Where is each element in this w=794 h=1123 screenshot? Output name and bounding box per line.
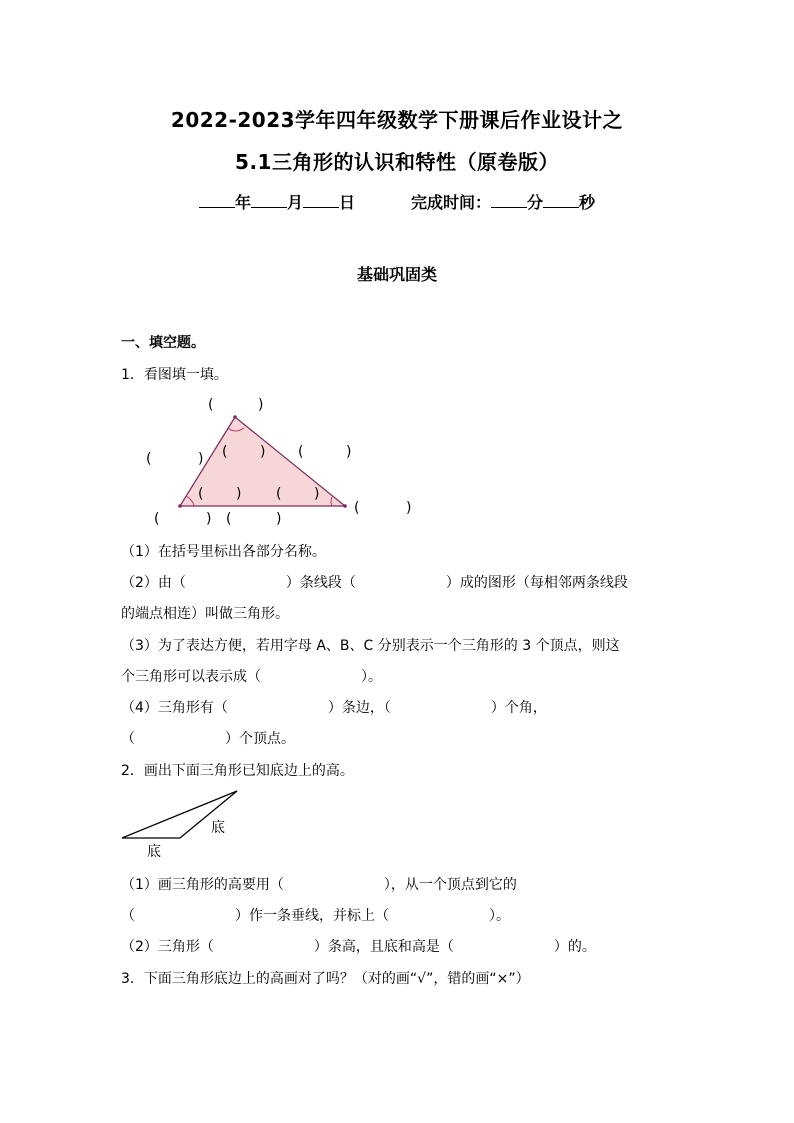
month-label: 月	[286, 193, 303, 212]
minute-label: 分	[527, 193, 544, 212]
q2-sub2: （2）三角形（ ）条高，且底和高是（ ）的。	[121, 939, 596, 955]
q1-sub2-line1: （2）由（ ）条线段（ ）成的图形（每相邻两条线段	[121, 575, 628, 591]
q1-sub3-line1: （3）为了表达方便，若用字母 A、B、C 分别表示一个三角形的 3 个顶点，则这	[121, 638, 620, 654]
blank-paren-close: )	[198, 451, 204, 467]
q2-triangle-figure	[116, 786, 246, 862]
blank-paren-open: (	[276, 486, 282, 502]
date-and-time-line	[0, 190, 794, 213]
q1-sub4-line1: （4）三角形有（ ）条边，（ ）个角，	[121, 700, 547, 716]
day-label: 日	[338, 193, 355, 212]
q1-sub4-line2: （ ）个顶点。	[121, 731, 295, 747]
blank-paren-open: (	[354, 500, 360, 516]
blank-paren-open: (	[222, 444, 228, 460]
q1-title: 1．看图填一填。	[121, 367, 228, 383]
second-blank[interactable]	[543, 193, 579, 208]
day-blank[interactable]	[303, 193, 339, 208]
time-label: 完成时间：	[411, 193, 492, 212]
year-label: 年	[234, 193, 251, 212]
second-label: 秒	[579, 193, 596, 212]
blank-paren-open: (	[154, 511, 160, 527]
blank-paren-close: )	[276, 511, 282, 527]
blank-paren-close: )	[260, 444, 266, 460]
q2-sub1-line1: （1）画三角形的高要用（ ），从一个顶点到它的	[121, 877, 517, 893]
minute-blank[interactable]	[491, 193, 527, 208]
blank-paren-close: )	[206, 511, 212, 527]
blank-paren-close: )	[406, 500, 412, 516]
blank-paren-open: (	[146, 451, 152, 467]
q2-sub1-line2: （ ）作一条垂线，并标上（ ）。	[121, 908, 510, 924]
triangle-shape	[180, 417, 345, 506]
worksheet-subtitle: 5.1三角形的认识和特性（原卷版）	[235, 150, 559, 174]
section-title: 基础巩固类	[356, 265, 437, 284]
worksheet-title: 2022-2023学年四年级数学下册课后作业设计之	[170, 108, 624, 132]
base-label: 底	[147, 844, 161, 860]
blank-paren-open: (	[226, 511, 232, 527]
q1-sub1: （1）在括号里标出各部分名称。	[121, 544, 326, 560]
blank-paren-close: )	[258, 397, 264, 413]
blank-paren-close: )	[314, 486, 320, 502]
base-label: 底	[211, 820, 225, 836]
year-blank[interactable]	[199, 193, 235, 208]
q3-title: 3．下面三角形底边上的高画对了吗？（对的画“√”，错的画“×”）	[121, 971, 530, 987]
q1-triangle-figure	[140, 390, 430, 530]
blank-paren-close: )	[346, 444, 352, 460]
q1-sub3-line2: 个三角形可以表示成（ ）。	[121, 669, 382, 685]
part1-heading: 一、填空题。	[121, 335, 205, 351]
month-blank[interactable]	[251, 193, 287, 208]
q1-sub2-line2: 的端点相连）叫做三角形。	[121, 606, 289, 622]
blank-paren-open: (	[298, 444, 304, 460]
q2-title: 2．画出下面三角形已知底边上的高。	[121, 763, 354, 779]
blank-paren-close: )	[236, 486, 242, 502]
blank-paren-open: (	[198, 486, 204, 502]
blank-paren-open: (	[208, 397, 214, 413]
